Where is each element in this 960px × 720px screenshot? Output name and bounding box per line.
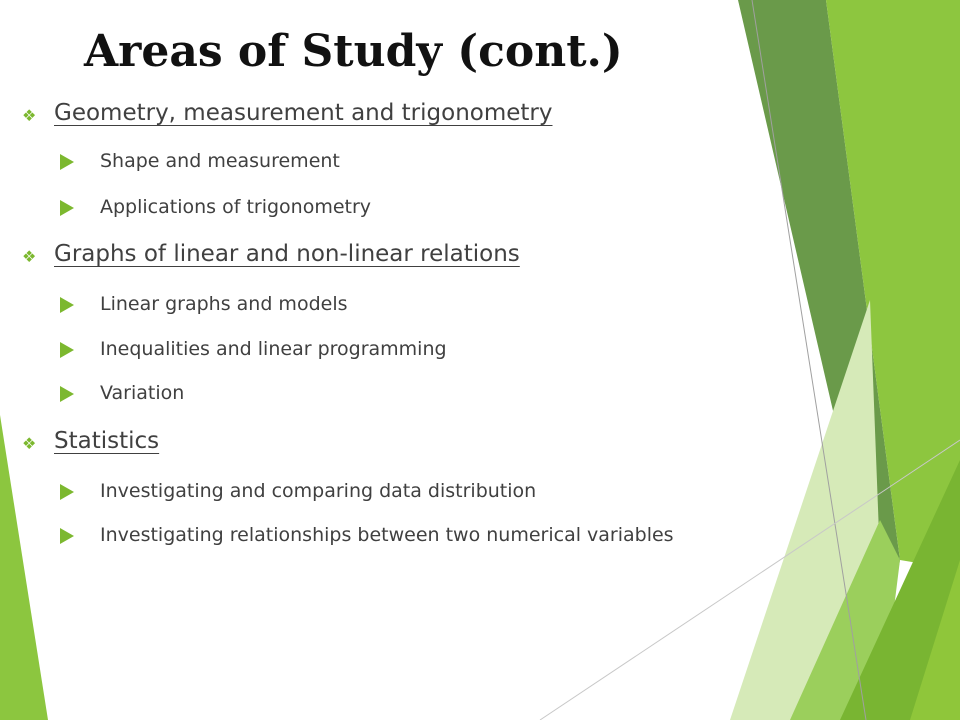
triangle-right-icon <box>60 200 74 216</box>
list-item-label: Investigating relationships between two numerical variables <box>100 524 674 546</box>
list-item-label: Applications of trigonometry <box>100 196 372 218</box>
list-item-label: Inequalities and linear programming <box>100 338 447 360</box>
list-item-label: Linear graphs and models <box>100 293 348 315</box>
slide-title: Areas of Study (cont.) <box>84 26 623 77</box>
list-item-label: Shape and measurement <box>100 150 340 172</box>
triangle-right-icon <box>60 297 74 313</box>
triangle-right-icon <box>60 154 74 170</box>
triangle-right-icon <box>60 342 74 358</box>
section-heading-statistics: Statistics <box>54 428 160 454</box>
list-item-label: Investigating and comparing data distribution <box>100 480 537 502</box>
triangle-right-icon <box>60 386 74 402</box>
triangle-right-icon <box>60 484 74 500</box>
triangle-right-icon <box>60 528 74 544</box>
four-point-diamond-icon: ❖ <box>22 434 37 453</box>
four-point-diamond-icon: ❖ <box>22 247 37 266</box>
list-item-label: Variation <box>100 382 185 404</box>
four-point-diamond-icon: ❖ <box>22 106 37 125</box>
left-green-stripe <box>0 415 48 720</box>
section-heading-geometry: Geometry, measurement and trigonometry <box>54 100 553 126</box>
section-heading-graphs: Graphs of linear and non-linear relations <box>54 241 520 267</box>
